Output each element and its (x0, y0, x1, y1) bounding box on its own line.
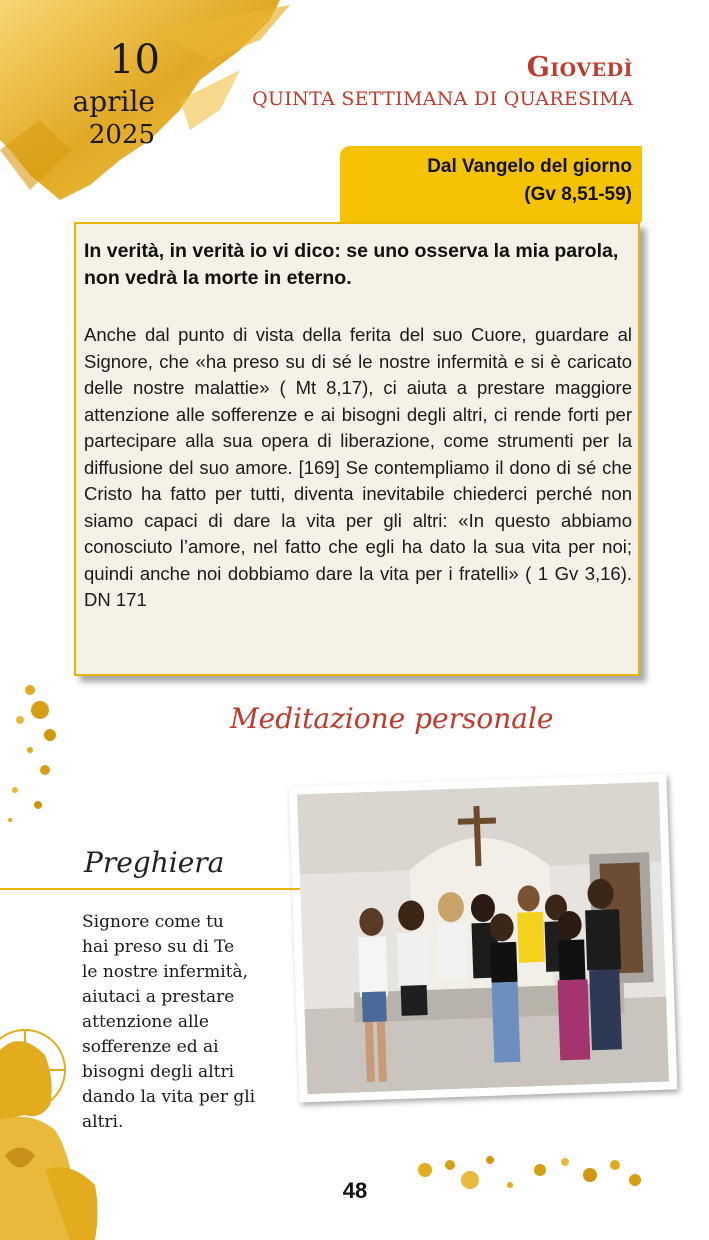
date-day: 10 (109, 37, 160, 83)
page-number: 48 (342, 1178, 368, 1203)
prayer-line: dando la vita per gli (82, 1087, 256, 1107)
prayer-line: bisogni degli altri (82, 1062, 235, 1082)
prayer-line: le nostre infermità, (82, 962, 249, 982)
prayer-line: aiutaci a prestare (82, 987, 235, 1007)
date-year: 2025 (88, 120, 155, 150)
meditation-title: Meditazione personale (230, 702, 554, 735)
prayer-line: altri. (82, 1112, 124, 1132)
date-month: aprile (72, 85, 155, 118)
prayer-line: Signore come tu (82, 912, 224, 932)
group-photo (297, 782, 669, 1094)
gospel-header-tab (340, 146, 642, 222)
sacred-heart-jesus-icon (0, 1010, 110, 1240)
prayer-title: Preghiera (84, 846, 225, 879)
prayer-line: hai preso su di Te (82, 937, 235, 957)
prayer-line: attenzione alle (82, 1012, 209, 1032)
gospel-title: Dal Vangelo del giorno (427, 156, 632, 177)
group-photo-frame (289, 774, 678, 1103)
gospel-reference: (Gv 8,51-59) (524, 184, 632, 205)
weekday-title: Giovedì (526, 52, 633, 83)
prayer-line: sofferenze ed ai (82, 1037, 219, 1057)
gospel-reflection: Anche dal punto di vista della ferita del suo Cuore, guardare al Signore, che «ha preso su di sé le nostre infermità e si è caricato delle nostre malattie» ( Mt 8,17), ci aiuta a prestare maggiore attenzione alle sofferenze e ai bisogni degli altri, ci rende forti per partecipare alla sua opera di liberazione, come strumenti per la diffusione del suo amore. [169] Se contempliamo il dono di sé che Cristo ha fatto per tutti, diventa inevitabile chiederci perché non siamo capaci di dare la vita per gli altri: «In questo abbiamo conosciuto l’amore, nel fatto che egli ha dato la sua vita per noi; quindi anche noi dobbiamo dare la vita per i fratelli» ( 1 Gv 3,16). DN 171 (84, 324, 632, 610)
gospel-box (74, 222, 640, 676)
prayer-divider (0, 888, 300, 890)
gold-splatter-decoration (410, 1140, 650, 1210)
gold-splatter-decoration (0, 680, 70, 830)
prayer-text (82, 910, 297, 1135)
liturgical-week: QUINTA SETTIMANA DI QUARESIMA (252, 88, 633, 110)
gospel-quote: In verità, in verità io vi dico: se uno osserva la mia parola, non vedrà la morte in eterno. (84, 240, 619, 289)
